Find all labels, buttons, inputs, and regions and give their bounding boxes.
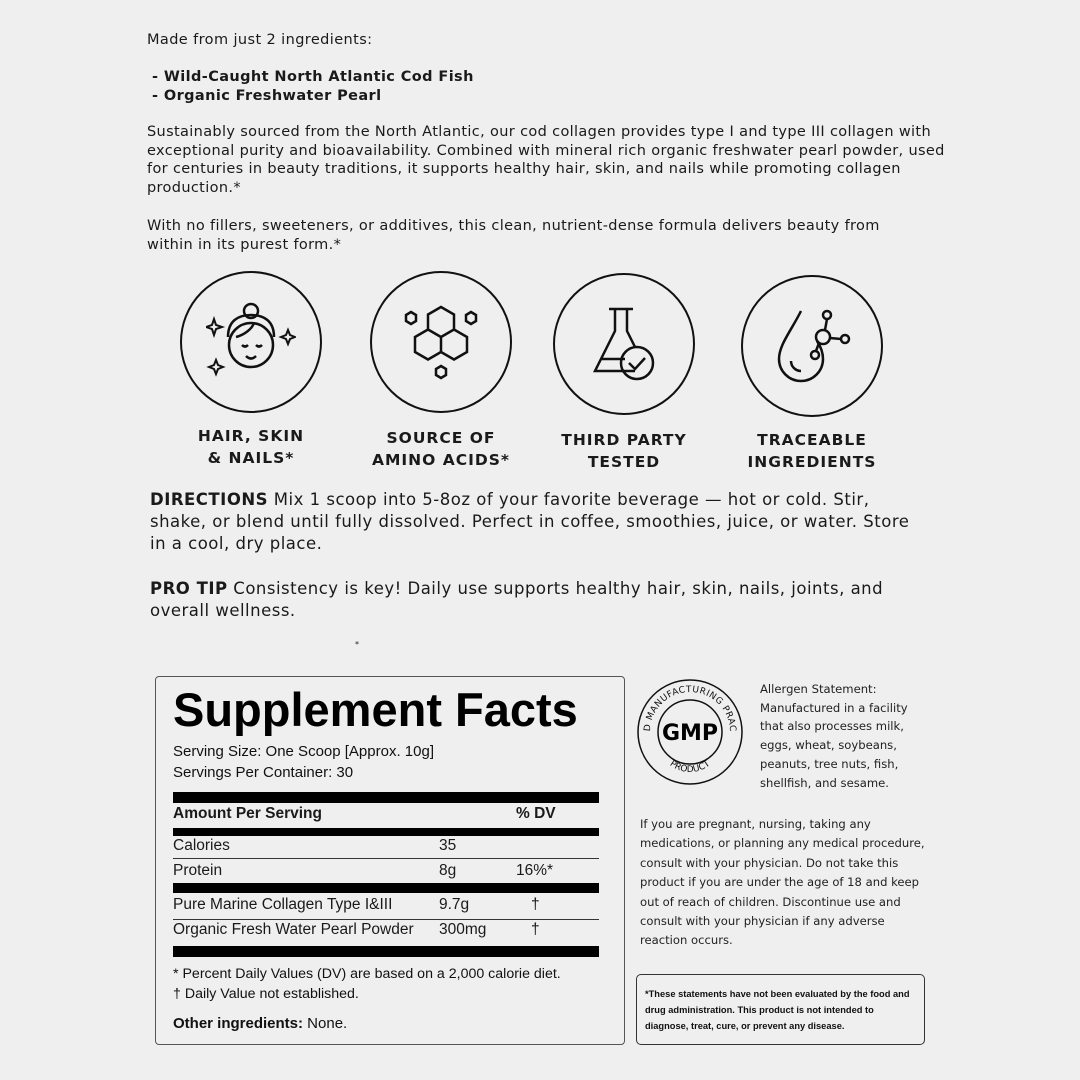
safety-warning: If you are pregnant, nursing, taking any medications, or planning any medical procedure, consult with your physician. Do not take this product if you are under the age of 18 and keep out of reach of children. Discontinue use and consult with your physician if any adverse reaction occurs. [640, 817, 925, 948]
divider [173, 858, 599, 859]
svg-text:GOOD MANUFACTURING PRACTICE: D MANUFACTURING PRAC [642, 684, 738, 733]
other-ingredients: Other ingredients: None. [173, 1015, 348, 1032]
facts-row: Pure Marine Collagen Type I&III 9.7g † [173, 896, 540, 913]
molecule-hexagon-icon [370, 271, 512, 413]
gmp-seal [636, 678, 744, 790]
directions: DIRECTIONS Mix 1 scoop into 5-8oz of your favorite beverage — hot or cold. Stir, shake, or blend until fully dissolved. Perfect in coffee, smoothies, juice, or water. Store in a cool, dry place. [150, 490, 910, 553]
facts-title: Supplement Facts [173, 683, 578, 736]
facts-header: Amount Per Serving % DV [173, 805, 556, 822]
divider [173, 883, 599, 893]
ingredients-heading: Made from just 2 ingredients: [147, 32, 373, 48]
description-paragraph-2: With no fillers, sweeteners, or additives, this clean, nutrient-dense formula delivers beauty from within in its purest form.* [147, 218, 880, 253]
woman-face-icon [180, 271, 322, 413]
footnote-dagger: † Daily Value not established. [173, 986, 359, 1002]
ingredients-section [147, 31, 947, 106]
svg-text:PRODUCT: PRODUCT [667, 759, 713, 776]
ingredient-item: - Organic Freshwater Pearl [152, 87, 382, 104]
drop-molecule-icon [741, 275, 883, 417]
divider [173, 792, 599, 803]
servings-per-container: Servings Per Container: 30 [173, 764, 354, 781]
divider [173, 828, 599, 836]
benefit-label: HAIR, SKIN & NAILS* [197, 427, 305, 467]
facts-row: Organic Fresh Water Pearl Powder 300mg † [173, 921, 540, 938]
facts-row: Calories 35 [173, 837, 457, 854]
pro-tip: PRO TIP Consistency is key! Daily use supports healthy hair, skin, nails, joints, and overall wellness. [150, 579, 884, 620]
stray-asterisk: * [355, 640, 359, 649]
divider [173, 946, 599, 957]
svg-text:GMP: GMP [661, 721, 719, 746]
fda-disclaimer: *These statements have not been evaluated by the food and drug administration. This product is not intended to diagnose, treat, cure, or prevent any disease. [636, 974, 925, 1045]
divider [173, 919, 599, 920]
supplement-facts-panel [155, 676, 625, 1045]
allergen-statement: Allergen Statement: Manufactured in a facility that also processes milk, eggs, wheat, soybeans, peanuts, tree nuts, fish, shellfish, and sesame. [760, 682, 908, 790]
flask-check-icon [553, 273, 695, 415]
serving-size: Serving Size: One Scoop [Approx. 10g] [173, 743, 434, 760]
footnote-dv: * Percent Daily Values (DV) are based on a 2,000 calorie diet. [173, 966, 561, 982]
description-paragraph: Sustainably sourced from the North Atlantic, our cod collagen provides type I and type III collagen with exceptional purity and bioavailability. Combined with mineral rich organic freshwater pearl powder, used for centuries in beauty traditions, it supports healthy hair, skin, and nails while promoting collagen production.* [147, 124, 945, 196]
benefit-label: TRACEABLE INGREDIENTS [747, 431, 877, 471]
facts-row: Protein 8g 16%* [173, 862, 554, 879]
benefit-label: THIRD PARTY TESTED [561, 431, 687, 471]
benefit-label: SOURCE OF AMINO ACIDS* [371, 429, 510, 469]
ingredient-item: - Wild-Caught North Atlantic Cod Fish [152, 68, 474, 85]
